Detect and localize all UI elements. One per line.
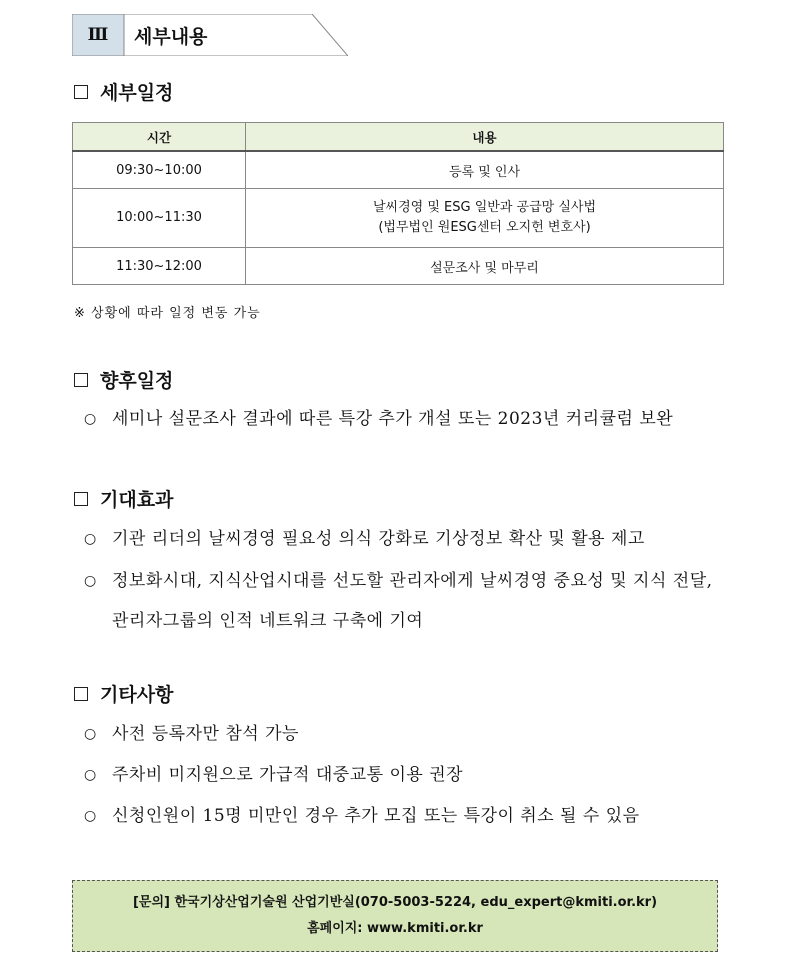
cell-content-line: 날씨경영 및 ESG 일반과 공급망 실사법 [372, 200, 596, 215]
cell-content-line: 설문조사 및 마무리 [430, 260, 539, 276]
list-item [84, 406, 734, 439]
section-header [72, 14, 348, 56]
effects-heading-label: 기대효과 [100, 489, 174, 511]
schedule-heading-label: 세부일정 [100, 82, 174, 104]
list-item [84, 526, 734, 559]
schedule-table [72, 122, 724, 285]
cell-time: 11:30~12:00 [73, 248, 246, 285]
cell-content [246, 151, 724, 189]
contact-box [72, 880, 718, 952]
table-row [73, 248, 724, 285]
list-item-text: 정보화시대, 지식산업시대를 선도할 관리자에게 날씨경영 중요성 및 지식 전달, 관리자그룹의 인적 네트워크 구축에 기여 [112, 571, 713, 631]
table-row [73, 189, 724, 248]
checkbox-square-icon [74, 373, 88, 387]
schedule-heading [74, 78, 173, 105]
cell-content-line: 등록 및 인사 [448, 164, 521, 180]
circle-bullet-icon: ○ [84, 726, 97, 742]
contact-line: [문의] 한국기상산업기술원 산업기반실(070-5003-5224, edu_expert@kmiti.or.kr) [132, 895, 658, 910]
table-header-row [73, 123, 724, 152]
checkbox-square-icon [74, 492, 88, 506]
list-item [84, 721, 734, 754]
future-heading [74, 366, 173, 393]
section-title: 세부내용 [134, 25, 208, 48]
section-number: Ⅲ [87, 25, 109, 45]
schedule-note: ※ 상황에 따라 일정 변동 가능 [74, 306, 261, 321]
list-item [84, 762, 734, 795]
list-item-text: 신청인원이 15명 미만인 경우 추가 모집 또는 특강이 취소 될 수 있음 [112, 806, 640, 826]
cell-time: 09:30~10:00 [73, 151, 246, 189]
circle-bullet-icon: ○ [84, 531, 97, 547]
other-heading-label: 기타사항 [100, 684, 174, 706]
effects-heading [74, 485, 173, 512]
checkbox-square-icon [74, 687, 88, 701]
table-row [73, 151, 724, 189]
cell-time: 10:00~11:30 [73, 189, 246, 248]
circle-bullet-icon: ○ [84, 573, 97, 589]
circle-bullet-icon: ○ [84, 808, 97, 824]
homepage-line: 홈페이지: www.kmiti.or.kr [307, 921, 483, 936]
list-item [84, 803, 734, 836]
cell-content [246, 248, 724, 285]
list-item-text: 주차비 미지원으로 가급적 대중교통 이용 권장 [112, 765, 464, 785]
checkbox-square-icon [74, 85, 88, 99]
circle-bullet-icon: ○ [84, 767, 97, 783]
circle-bullet-icon: ○ [84, 411, 97, 427]
list-item-text: 사전 등록자만 참석 가능 [112, 724, 299, 744]
future-heading-label: 향후일정 [100, 370, 174, 392]
list-item-text: 세미나 설문조사 결과에 따른 특강 추가 개설 또는 2023년 커리큘럼 보완 [112, 409, 674, 429]
cell-content [246, 189, 724, 248]
col-header-time: 시간 [73, 123, 246, 152]
other-heading [74, 680, 173, 707]
col-header-content: 내용 [246, 123, 724, 152]
list-item-text: 기관 리더의 날씨경영 필요성 의식 강화로 기상정보 확산 및 활용 제고 [112, 529, 645, 549]
cell-content-line-2: (법무법인 원ESG센터 오지헌 변호사) [378, 220, 591, 235]
list-item [84, 568, 734, 641]
